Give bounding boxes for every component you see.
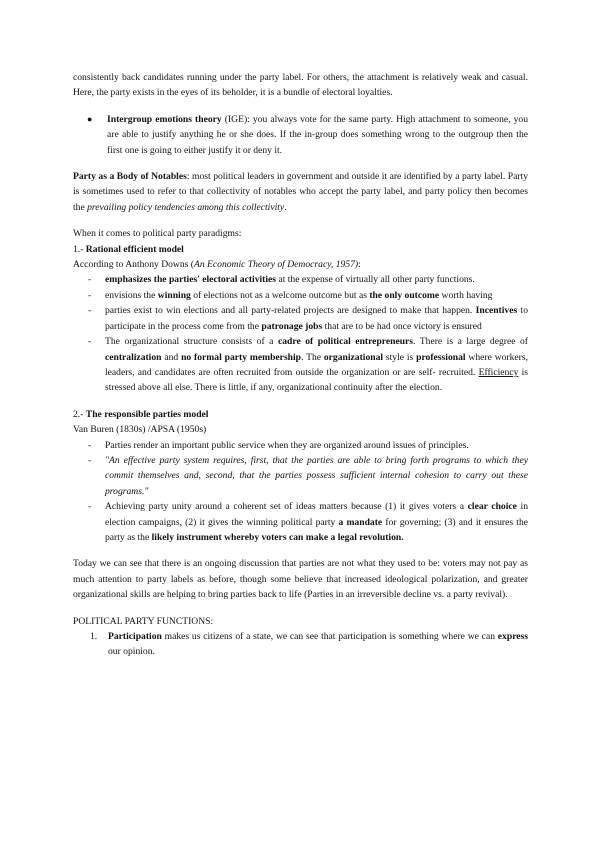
bold-text: winning [157,289,191,301]
functions-item [90,629,528,660]
rational-heading [73,242,528,257]
rational-item [88,272,528,287]
bold-text: clear choice [467,501,517,513]
source-suffix: : [358,259,361,271]
italic-quote: "An effective party system requires, first, that the parties are able to bring forth programs to which they commit themselves and, second, that the parties possess sufficient internal cohesion to carry out these programs." [105,454,528,497]
notables-paragraph [73,169,528,215]
bold-text: likely instrument whereby voters can make a legal revolution. [151,531,404,543]
text: for governing; (3) and it ensures the party as the [105,516,529,543]
text: in election campaigns, (2) it gives the winning political party [105,501,528,528]
dash-mark: - [88,305,92,317]
text: worth having [439,289,493,301]
bold-text: a mandate [338,516,383,528]
rational-item [88,334,528,396]
text: where workers, leaders, and candidates are often recruited from outside the organization or are self- recruited. [105,351,528,378]
text: . There is a large degree of [413,336,528,348]
dash-mark: - [88,289,92,301]
item-text [105,334,528,396]
text: The organizational structure consists of a [105,336,278,348]
bold-text: cadre of political entrepreneurs [277,336,414,348]
underlined-text: Efficiency [478,366,519,378]
text: and [161,351,182,363]
responsible-heading [73,407,528,422]
bold-text: centralization [105,351,162,363]
responsible-item [88,453,528,499]
bold-text: organizational [323,351,384,363]
bold-text: emphasizes the parties' electoral activities [105,274,277,286]
bold-text: patronage jobs [261,320,323,332]
rational-item [88,303,528,334]
item-text [105,288,528,303]
rational-source [73,257,528,272]
text: Achieving party unity around a coherent set of ideas matters because (1) it gives voters a [105,501,468,513]
rational-item [88,288,528,303]
bold-text: no formal party membership [181,351,302,363]
source-prefix: According to Anthony Downs ( [73,259,194,271]
dash-mark: - [88,274,92,286]
paragraph-continuation: consistently back candidates running under the party label. For others, the attachment is relatively weak and casual. Here, the party exists in the eyes of its beholder, it is a bundle of electoral loyalties. [73,72,528,99]
text: to participate in the process come from the [105,305,528,332]
dash-mark: - [88,454,92,466]
notables-italic: prevailing policy tendencies among this collectivity [87,201,285,213]
dash-mark: - [88,501,92,513]
source-italic: An Economic Theory of Democracy, 1957) [193,259,359,271]
functions-heading: POLITICAL PARTY FUNCTIONS: [73,615,214,627]
notables-text: : most political leaders in government and outside it are identified by a party label. Party is sometimes used to refer to that collectivity of notables who accept the party label, and party policy then becomes the [73,171,528,213]
text: . The [301,351,324,363]
bold-text: Incentives [475,305,518,317]
paradigms-intro: When it comes to political party paradigms: [73,228,242,240]
responsible-number: 2.- [73,408,86,420]
text: that are to be had once victory is ensured [322,320,482,332]
item-text [105,303,528,334]
ige-term: Intergroup emotions theory [107,113,222,125]
text: parties exist to win elections and all party-related projects are designed to make that happen. [105,305,476,317]
text: envisions the [105,289,158,301]
text: at the expense of virtually all other party functions. [276,274,475,286]
notables-term: Party as a Body of Notables [73,171,187,183]
item-number: 1. [90,631,98,642]
responsible-title: The responsible parties model [85,408,209,420]
today-paragraph: Today we can see that there is an ongoing discussion that parties are not what they used to be: voters may not pay as much attention to party labels as before, though some believe that increased ideological polarization, and greater organizational skills are helping to bring parties back to life (Parties in an irreversible decline vs. a party revival). [73,558,528,601]
bold-text: professional [416,351,466,363]
item-text [105,499,528,545]
rational-number: 1.- [73,243,86,255]
ige-text [107,112,528,158]
responsible-source: Van Buren (1830s) /APSA (1950s) [73,424,207,436]
bold-text: the only outcome [369,289,440,301]
dash-mark: - [88,336,92,348]
dash-mark: - [88,439,92,451]
ige-bullet-item [87,112,528,158]
ige-rest: (IGE): you always vote for the same party. High attachment to someone, you are able to justify anything he or she does. If the in-group does something wrong to the outgroup then the first one is going to either justify it or deny it. [107,113,529,156]
rational-title: Rational efficient model [85,243,184,255]
item-text: Parties render an important public service when they are organized around issues of principles. [105,439,469,451]
item-text [108,629,528,660]
notables-end: . [284,201,287,213]
bullet-dot: ● [87,113,93,124]
item-text [105,272,528,287]
text: is stressed above all else. There is little, if any, organizational continuity after the election. [105,366,528,394]
text: style is [383,351,417,363]
bold-text: Participation [108,631,162,642]
responsible-item [88,438,528,453]
document-page [73,70,528,660]
responsible-item [88,499,528,545]
item-text [105,453,528,499]
text: our opinion. [108,646,155,658]
text: of elections not as a welcome outcome but as [190,289,370,301]
text: makes us citizens of a state, we can see that participation is something where we can [161,631,498,642]
bold-text: express [497,631,528,642]
